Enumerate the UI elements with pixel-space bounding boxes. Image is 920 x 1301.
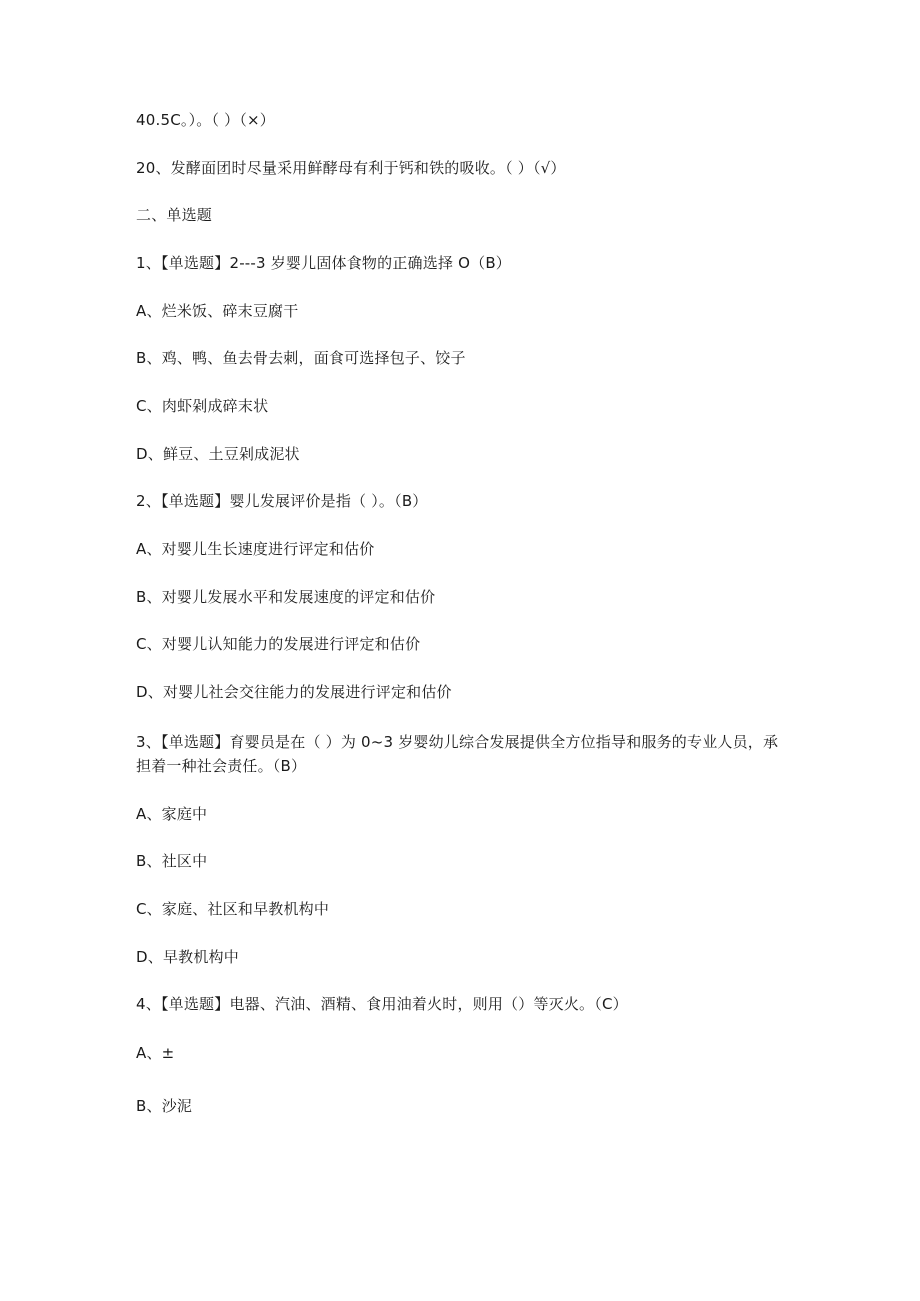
question-3-option-b: B、社区中 <box>136 852 208 870</box>
question-3-option-a: A、家庭中 <box>136 805 208 823</box>
section-heading: 二、单选题 <box>136 206 213 224</box>
question-4-option-b: B、沙泥 <box>136 1097 193 1115</box>
question-4: 4、【单选题】电器、汽油、酒精、食用油着火时，则用（）等灭火。（C） <box>136 995 628 1013</box>
question-2: 2、【单选题】婴儿发展评价是指（ ）。（B） <box>136 492 428 510</box>
question-20: 20、发酵面团时尽量采用鲜酵母有利于钙和铁的吸收。（ ）（√） <box>136 159 566 177</box>
question-3: 3、【单选题】育婴员是在（ ）为 0~3 岁婴幼儿综合发展提供全方位指导和服务的专业人员，承担着一种社会责任。（B） <box>136 733 779 775</box>
question-1: 1、【单选题】2---3 岁婴儿固体食物的正确选择 O（B） <box>136 254 512 272</box>
question-1-option-d: D、鲜豆、土豆剁成泥状 <box>136 445 300 463</box>
question-3-option-c: C、家庭、社区和早教机构中 <box>136 900 330 918</box>
previous-answer-line: 40.5C。）。（ ）（×） <box>136 111 276 129</box>
question-1-option-c: C、肉虾剁成碎末状 <box>136 397 269 415</box>
question-4-option-a: A、± <box>136 1044 175 1062</box>
question-2-option-d: D、对婴儿社会交往能力的发展进行评定和估价 <box>136 683 452 701</box>
question-1-option-a: A、烂米饭、碎末豆腐干 <box>136 302 299 320</box>
question-3-option-d: D、早教机构中 <box>136 948 239 966</box>
question-2-option-c: C、对婴儿认知能力的发展进行评定和估价 <box>136 635 421 653</box>
question-2-option-b: B、对婴儿发展水平和发展速度的评定和估价 <box>136 588 436 606</box>
question-2-option-a: A、对婴儿生长速度进行评定和估价 <box>136 540 375 558</box>
question-1-option-b: B、鸡、鸭、鱼去骨去刺，面食可选择包子、饺子 <box>136 349 466 367</box>
